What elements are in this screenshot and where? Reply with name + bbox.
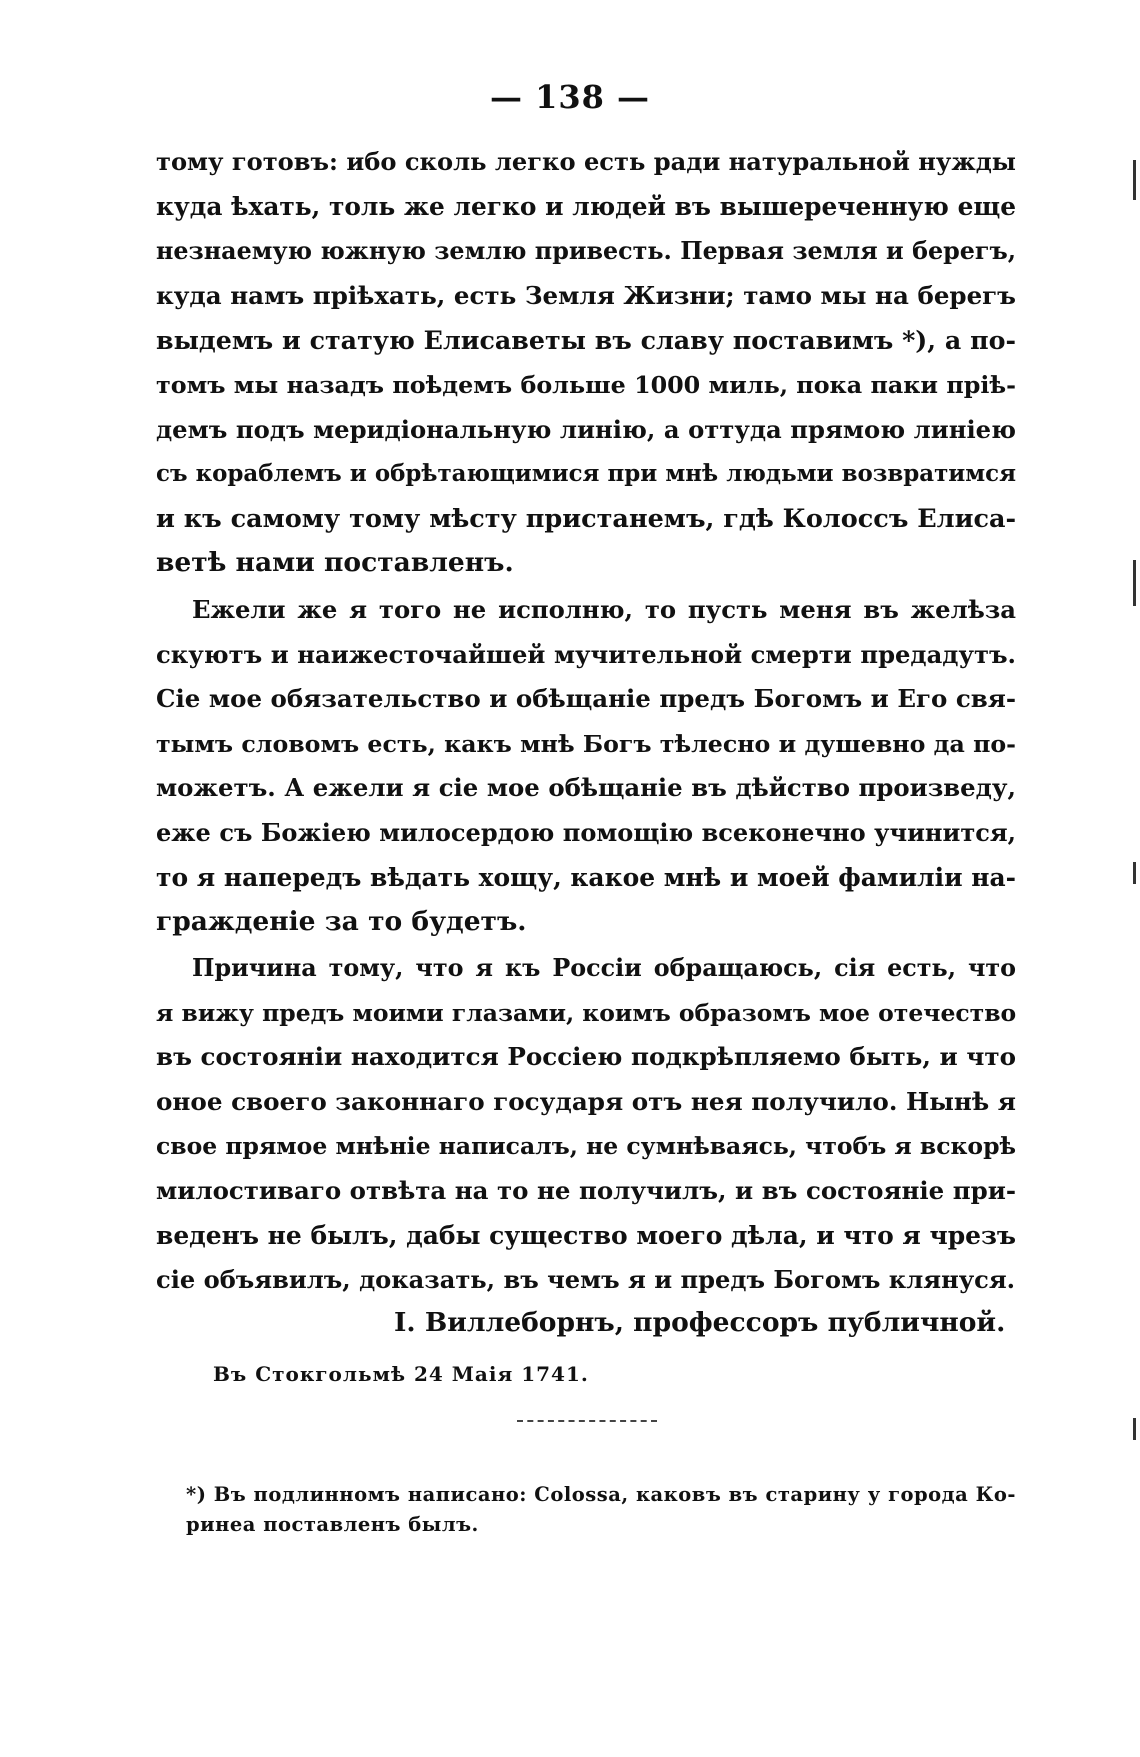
text-line: съ кораблемъ и обрѣтающимися при мнѣ людьми возвратимся bbox=[156, 460, 1016, 488]
text-line: милостиваго отвѣта на то не получилъ, и въ состояніе при- bbox=[156, 1175, 1016, 1205]
text-line: томъ мы назадъ поѣдемъ больше 1000 миль, пока паки прiѣ- bbox=[156, 370, 1016, 399]
footnote-line: ринеа поставленъ былъ. bbox=[186, 1513, 479, 1536]
text-line: куда ѣхать, толь же легко и людей въ вышереченную еще bbox=[156, 191, 1016, 221]
text-line: ветѣ нами поставленъ. bbox=[156, 547, 514, 579]
text-line: демъ подъ меридіональную линію, а оттуда прямою линіею bbox=[156, 414, 1016, 444]
scan-edge-mark bbox=[1133, 1418, 1136, 1440]
text-line: въ состояніи находится Россіею подкрѣпляемо быть, и что bbox=[156, 1042, 1016, 1072]
page-number: — 138 — bbox=[489, 78, 651, 116]
place-date: Въ Стокгольмѣ 24 Маія 1741. bbox=[213, 1362, 589, 1386]
scan-edge-mark bbox=[1133, 862, 1136, 884]
text-line: я вижу предъ моими глазами, коимъ образомъ мое отечество bbox=[156, 998, 1017, 1027]
text-line: Сіе мое обязательство и обѣщаніе предъ Богомъ и Его свя- bbox=[156, 684, 1016, 714]
text-line: оное своего законнаго государя отъ нея получило. Нынѣ я bbox=[156, 1086, 1016, 1116]
separator-rule bbox=[517, 1420, 657, 1422]
text-line: можетъ. А ежели я сіе мое обѣщаніе въ дѣйство произведу, bbox=[156, 773, 1016, 803]
text-line: тымъ словомъ есть, какъ мнѣ Богъ тѣлесно и душевно да по- bbox=[156, 729, 1016, 758]
scan-edge-mark bbox=[1133, 560, 1136, 606]
text-line: незнаемую южную землю привесть. Первая земля и берегъ, bbox=[156, 237, 1016, 266]
text-line: еже съ Божіею милосердою помощію всеконечно учинится, bbox=[156, 817, 1016, 847]
text-line: веденъ не былъ, дабы существо моего дѣла, и что я чрезъ bbox=[156, 1220, 1016, 1250]
paragraph-2 bbox=[156, 588, 1016, 945]
paragraph-3 bbox=[156, 946, 1016, 1303]
footnote-line: *) Въ подлинномъ написано: Colossa, каковъ въ старину у города Ко- bbox=[186, 1483, 1016, 1506]
text-line: сіе объявилъ, доказать, въ чемъ я и предъ Богомъ клянуся. bbox=[156, 1265, 1016, 1295]
text-line: Ежели же я того не исполню, то пусть меня въ желѣза bbox=[192, 595, 1016, 624]
text-line: и къ самому тому мѣсту пристанемъ, гдѣ Колоссъ Елиса- bbox=[156, 503, 1017, 534]
text-line: гражденіе за то будетъ. bbox=[156, 906, 527, 938]
text-line: куда намъ пріѣхать, есть Земля Жизни; тамо мы на берегъ bbox=[156, 280, 1016, 310]
text-line: Причина тому, что я къ Россіи обращаюсь, сія есть, что bbox=[192, 954, 1016, 982]
paragraph-1 bbox=[156, 140, 1016, 586]
scan-edge-mark bbox=[1133, 160, 1136, 200]
footnote bbox=[186, 1480, 1016, 1540]
signature: I. Виллеборнъ, профессоръ публичной. bbox=[394, 1307, 1006, 1338]
text-line: скуютъ и наижесточайшей мучительной смерти предадутъ. bbox=[156, 639, 1016, 669]
text-line: тому готовъ: ибо сколь легко есть ради натуральной нужды bbox=[156, 147, 1016, 176]
text-line: свое прямое мнѣніе написалъ, не сумнѣваясь, чтобъ я вскорѣ bbox=[156, 1132, 1016, 1161]
text-line: выдемъ и статую Елисаветы въ славу поставимъ *), а по- bbox=[156, 325, 1016, 356]
text-line: то я напередъ вѣдать хощу, какое мнѣ и моей фамиліи на- bbox=[156, 862, 1016, 892]
